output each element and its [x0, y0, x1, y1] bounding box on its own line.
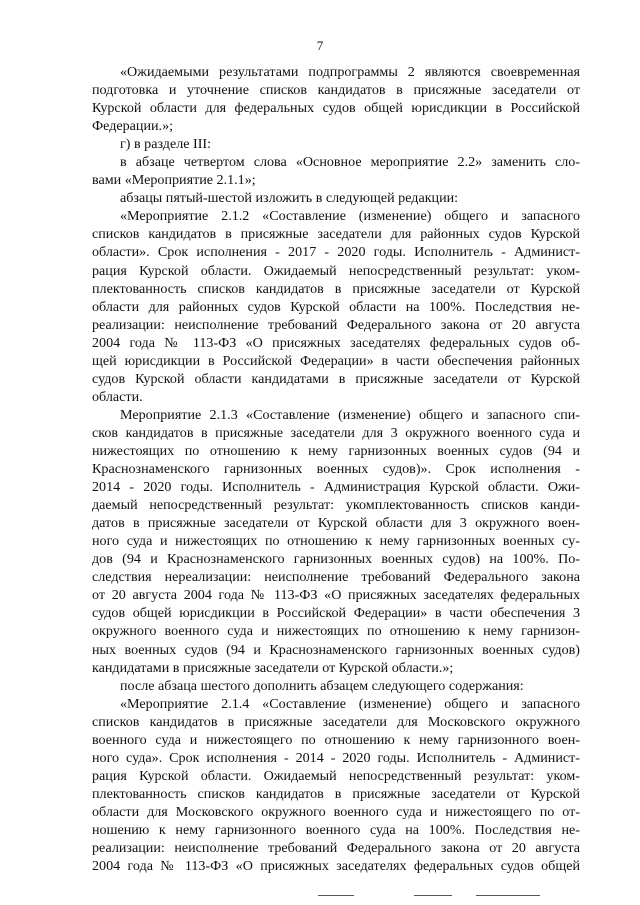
text-line: «Ожидаемыми результатами подпрограммы 2 являются своевременная: [120, 64, 580, 80]
text-line: ных военных судов (94 и Краснознаменского гарнизонных военных судов): [92, 641, 580, 658]
text-line: сков кандидатов в присяжные заседатели для 3 окружного военного суда и: [92, 424, 580, 441]
body-text: [92, 63, 580, 875]
text-line: вами «Мероприятие 2.1.1»;: [92, 172, 256, 189]
text-line: окружного военного суда и нижестоящих по отношению к нему гарнизон-: [92, 623, 580, 640]
text-line: области.: [92, 388, 143, 405]
text-line: ношению к нему гарнизонного военного суда на 100%. Последствия не-: [92, 821, 580, 838]
text-line: г) в разделе III:: [120, 136, 212, 153]
text-line: военного суда и нижестоящего по отношению к нему гарнизонного воен-: [92, 731, 580, 748]
text-line: от 20 августа 2004 года № 113-ФЗ «О присяжных заседателях федеральных: [92, 587, 580, 604]
text-line: Курской области для федеральных судов общей юрисдикции в Российской: [92, 100, 580, 117]
text-line: кандидатами в присяжные заседатели от Курской области.»;: [92, 659, 454, 676]
text-line: Краснознаменского гарнизонных военных судов)». Срок исполнения -: [92, 461, 580, 478]
text-line: датов в присяжные заседатели от Курской области для 3 окружного воен-: [92, 515, 580, 532]
text-line: плектованность списков кандидатов в присяжные заседатели от Курской: [92, 785, 580, 802]
text-line: 2004 года № 113-ФЗ «О присяжных заседателях федеральных судов общей: [92, 858, 580, 875]
text-line: Мероприятие 2.1.3 «Составление (изменение) общего и запасного спи-: [120, 406, 580, 423]
text-line: следствия нереализации: неисполнение требований Федерального закона: [92, 569, 580, 586]
text-line: «Мероприятие 2.1.2 «Составление (изменение) общего и запасного: [120, 208, 580, 225]
text-line: области для Московского окружного военного суда и нижестоящего по от-: [92, 803, 580, 820]
text-line: списков кандидатов в присяжные заседатели для Московского окружного: [92, 713, 580, 730]
text-line: даемый непосредственный результат: укомплектованность списков канди-: [92, 497, 580, 514]
page-number: 7: [316, 38, 324, 53]
text-line: плектованность списков кандидатов в присяжные заседатели от Курской: [92, 280, 580, 297]
text-line: «Мероприятие 2.1.4 «Составление (изменение) общего и запасного: [120, 695, 580, 712]
text-line: Федерации.»;: [92, 118, 174, 135]
text-line: в абзаце четвертом слова «Основное мероприятие 2.2» заменить сло-: [120, 154, 580, 171]
text-line: судов Курской области кандидатами в присяжные заседатели от Курской: [92, 370, 580, 387]
text-line: рация Курской области. Ожидаемый непосредственный результат: уком-: [92, 262, 580, 279]
text-line: рация Курской области. Ожидаемый непосредственный результат: уком-: [92, 767, 580, 784]
text-line: ного суда и нижестоящих по отношению к нему гарнизонных военных су-: [92, 533, 580, 550]
text-line: ного суда». Срок исполнения - 2014 - 2020 годы. Исполнитель - Админист-: [92, 749, 580, 766]
text-line: дов (94 и Краснознаменского гарнизонных военных судов) на 100%. По-: [92, 551, 580, 568]
page-bottom-rule: [318, 895, 354, 896]
text-line: подготовка и уточнение списков кандидатов в присяжные заседатели от: [92, 82, 580, 99]
text-line: реализации: неисполнение требований Федерального закона от 20 августа: [92, 840, 580, 857]
text-line: 2014 - 2020 годы. Исполнитель - Администрация Курской области. Ожи-: [92, 479, 580, 496]
page-bottom-rule: [476, 895, 540, 896]
text-line: реализации: неисполнение требований Федерального закона от 20 августа: [92, 316, 580, 333]
text-line: судов общей юрисдикции в Российской Федерации» в части обеспечения 3: [92, 605, 580, 622]
text-line: списков кандидатов в присяжные заседатели для районных судов Курской: [92, 226, 580, 243]
text-line: абзацы пятый-шестой изложить в следующей редакции:: [120, 190, 459, 207]
text-line: щей юрисдикции в Российской Федерации» в части обеспечения районных: [92, 352, 580, 369]
text-line: области для районных судов Курской области на 100%. Последствия не-: [92, 298, 580, 315]
text-line: после абзаца шестого дополнить абзацем следующего содержания:: [120, 677, 524, 694]
text-line: 2004 года № 113-ФЗ «О присяжных заседателях федеральных судов об-: [92, 334, 580, 351]
text-line: нижестоящих по отношению к нему гарнизонных военных судов (94 и: [92, 442, 580, 459]
text-line: области». Срок исполнения - 2017 - 2020 годы. Исполнитель - Админист-: [92, 244, 580, 261]
page-bottom-rule: [414, 895, 452, 896]
